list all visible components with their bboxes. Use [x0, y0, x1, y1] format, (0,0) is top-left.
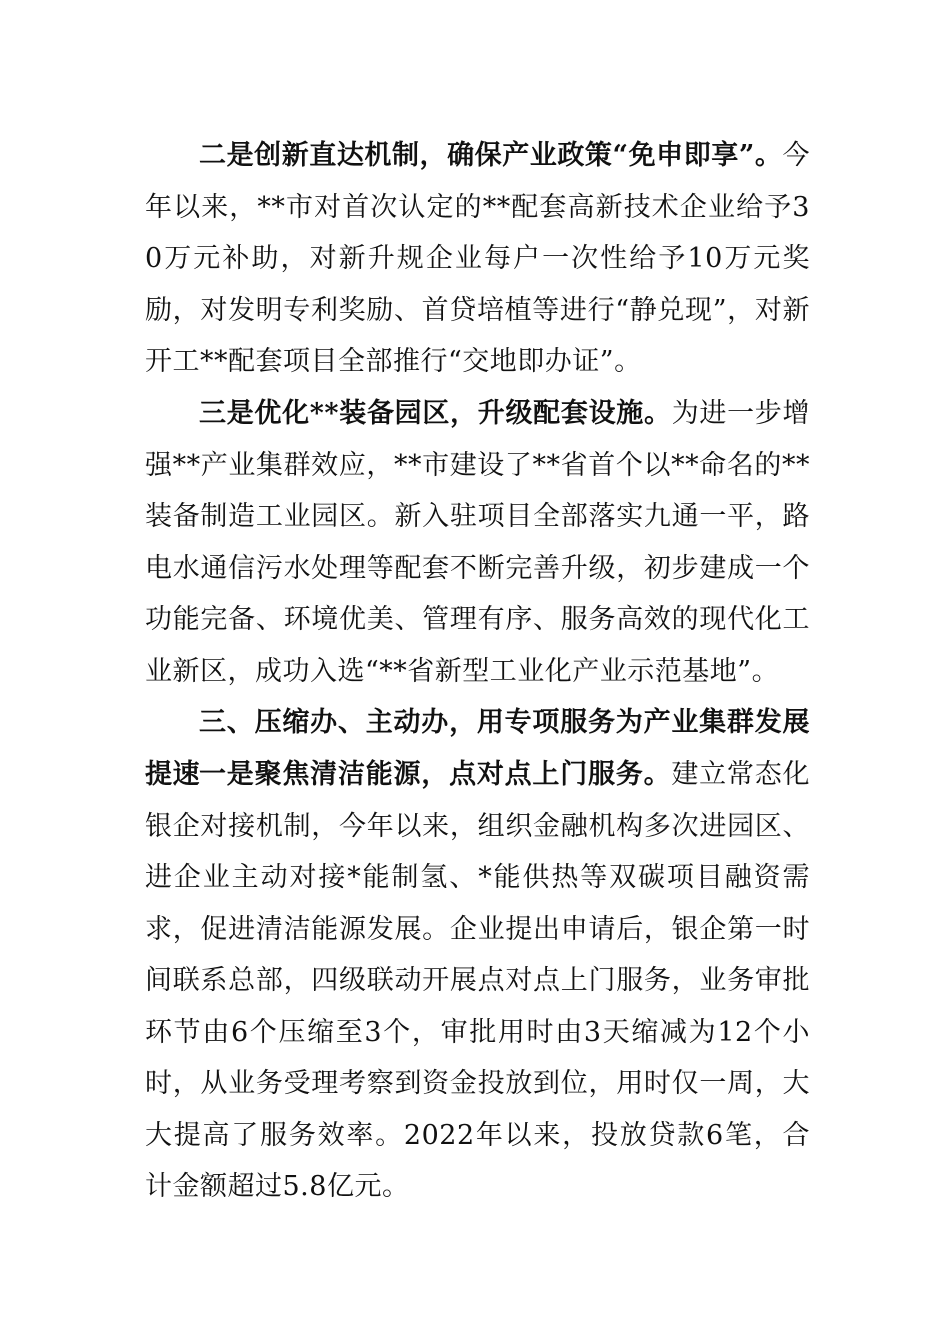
paragraph-body: 建立常态化银企对接机制，今年以来，组织金融机构多次进园区、进企业主动对接*能制氢、*能供热等双碳项目融资需求，促进清洁能源发展。企业提出申请后，银企第一时间联系总部，四级联动开展点对点上门服务，业务审批环节由6个压缩至3个，审批用时由3天缩减为12个小时，从业务受理考察到资金投放到位，用时仅一周，大大提高了服务效率。2022年以来，投放贷款6笔，合计金额超过5.8亿元。 — [145, 759, 811, 1202]
paragraph-equipment-park — [145, 388, 810, 697]
paragraph-body: 为进一步增强**产业集群效应，**市建设了**省首个以**命名的**装备制造工业园区。新入驻项目全部落实九通一平，路电水通信污水处理等配套不断完善升级，初步建成一个功能完备、环境优美、管理有序、服务高效的现代化工业新区，成功入选“**省新型工业化产业示范基地”。 — [145, 398, 810, 687]
paragraph-lead: 二是创新直达机制，确保产业政策“免申即享”。 — [199, 140, 783, 171]
section-heading: 三、压缩办、主动办，用专项服务为产业集群发展提速 — [145, 707, 810, 790]
paragraph-clean-energy — [145, 749, 810, 1213]
paragraph-lead: 三是优化**装备园区，升级配套设施。 — [199, 398, 672, 429]
paragraph-policy-mechanism — [145, 130, 810, 388]
paragraph-lead: 一是聚焦清洁能源，点对点上门服务。 — [199, 759, 672, 790]
paragraph-body: 今年以来，**市对首次认定的**配套高新技术企业给予30万元补助，对新升规企业每户一次性给予10万元奖励，对发明专利奖励、首贷培植等进行“静兑现”，对新开工**配套项目全部推行“交地即办证”。 — [145, 140, 810, 377]
